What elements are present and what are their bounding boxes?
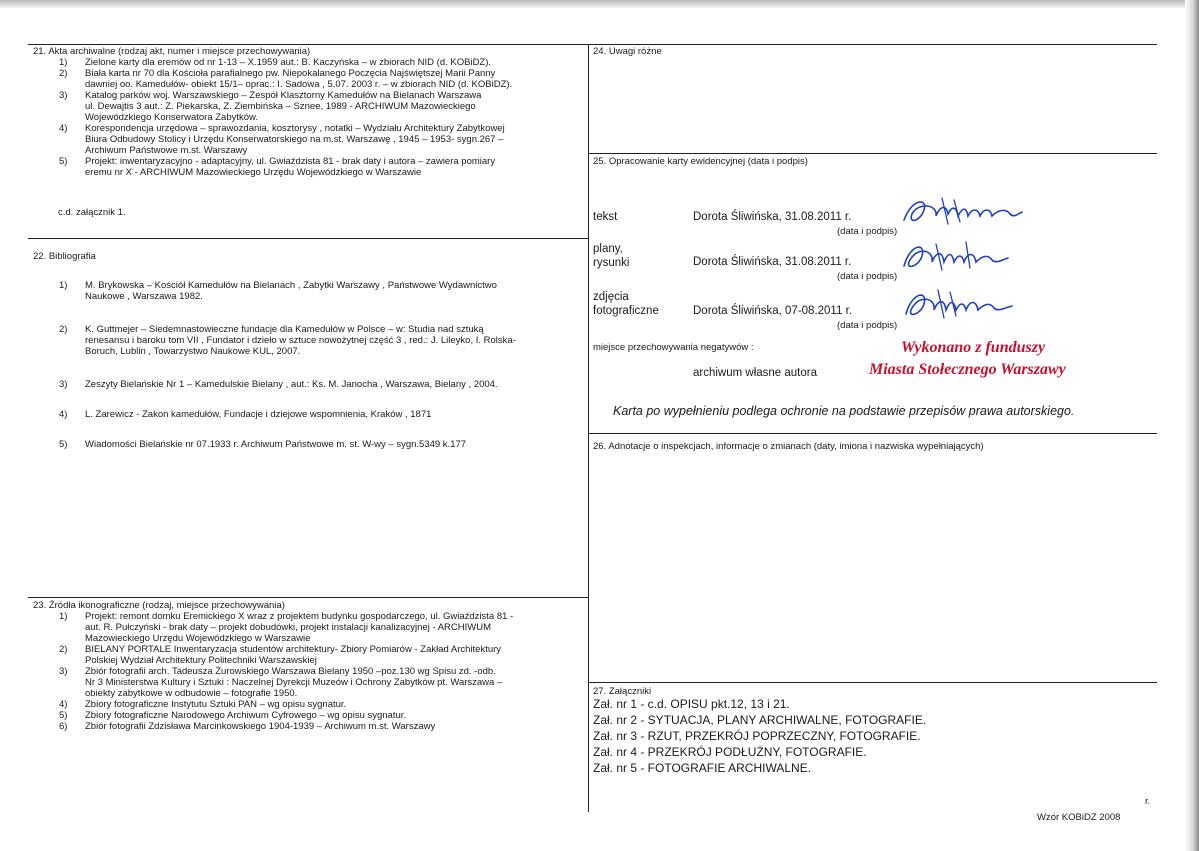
- rule-left-23: [28, 597, 588, 598]
- attachment-item: Zał. nr 1 - c.d. OPISU pkt.12, 13 i 21.: [593, 697, 790, 711]
- signature-1: [898, 194, 1028, 228]
- attachment-item: Zał. nr 3 - RZUT, PRZEKRÓJ POPRZECZNY, FOTOGRAFIE.: [593, 729, 921, 743]
- rule-left-22: [28, 238, 588, 239]
- attachment-item: Zał. nr 2 - SYTUACJA, PLANY ARCHIWALNE, FOTOGRAFIE.: [593, 713, 927, 727]
- rule-right-25: [588, 153, 1157, 154]
- list-item: 2) BIELANY PORTALE Inwentaryzacja studentów architektury- Zbiory Pomiarów - Zakład Architektury Polskiej Wydział Architektury Politechniki Warszawskiej: [59, 644, 502, 666]
- attachment-item: Zał. nr 4 - PRZEKRÓJ PODŁUŻNY, FOTOGRAFIE.: [593, 745, 867, 759]
- row-sub-text: (data i podpis): [837, 226, 898, 237]
- row-entry-plans: Dorota Śliwińska, 31.08.2011 r.: [693, 256, 852, 268]
- negatives-label: miejsce przechowywania negatywów :: [593, 342, 754, 353]
- list-item: 5) Projekt: inwentaryzacyjno - adaptacyjny, ul. Gwiaździsta 81 - brak daty i autora – zawiera pomiary eremu nr X - ARCHIWUM Mazowieckiego Urzędu Wojewódzkiego w Warszawie: [59, 156, 496, 178]
- attachment-item: Zał. nr 5 - FOTOGRAFIE ARCHIWALNE.: [593, 761, 812, 775]
- row-label-photos: zdjęcia fotograficzne: [593, 291, 659, 317]
- list-item: 4) Zbiory fotograficzne Instytutu Sztuki PAN – wg opisu sygnatur.: [59, 699, 347, 710]
- list-item: 6) Zbiór fotografii Zdzisława Marcinkowskiego 1904-1939 – Archiwum m.st. Warszawy: [59, 721, 436, 732]
- row-sub-photos: (data i podpis): [837, 320, 898, 331]
- rule-right-26: [588, 433, 1157, 434]
- list-item: 5) Wiadomości Bielańskie nr 07.1933 r. Archiwum Państwowe m. st. W-wy – sygn.5349 k.177: [59, 439, 467, 450]
- row-sub-plans: (data i podpis): [837, 271, 898, 282]
- rule-top: [28, 44, 1157, 45]
- list-item: 4) L. Zarewicz - Zakon kamedułów, Fundacje i dziejowe wspomnienia, Kraków , 1871: [59, 409, 432, 420]
- rule-center: [588, 44, 589, 812]
- section-26-header: 26. Adnotacje o inspekcjach, informacje o zmianach (daty, imiona i nazwiska wypełniających): [593, 441, 984, 452]
- section-21-header: 21. Akta archiwalne (rodzaj akt, numer i miejsce przechowywania): [33, 46, 311, 57]
- funding-stamp-line-2: Miasta Stołecznego Warszawy: [869, 361, 1066, 378]
- scan-shadow-top: [0, 0, 1199, 8]
- rule-right-27: [588, 682, 1157, 683]
- list-item: 2) K. Guttmejer – Siedemnastowieczne fundacje dla Kamedułów w Polsce – w: Studia nad sztuką renesansu i baroku tom VII , Fundator i dzieło w sztuce nowożytnej część 3 , red.: J. Lileyko, I. Rolska- Boruch, Lublin , Towarzystwo Naukowe KUL, 2007.: [59, 324, 516, 357]
- row-entry-photos: Dorota Śliwińska, 07-08.2011 r.: [693, 305, 852, 317]
- list-item: 1) M. Brykowska – Kościół Kamedułów na Bielanach , Zabytki Warszawy , Państwowe Wydawnictwo Naukowe , Warszawa 1982.: [59, 280, 497, 302]
- row-label-plans: plany, rysunki: [593, 243, 630, 269]
- list-item: 3) Katalog parków woj. Warszawskiego – Zespół Klasztorny Kamedułów na Bielanach Warszawa ul. Dewajtis 3 aut.: Z. Piekarska, Z. Ziembińska – Sznee, 1989 - ARCHIWUM Mazowieckiego Wojewódzkiego Konserwatora Zabytków.: [59, 90, 482, 123]
- list-item: 3) Zeszyty Bielańskie Nr 1 – Kamedulskie Bielany , aut.: Ks. M. Janocha , Warszawa, Bielany , 2004.: [59, 379, 498, 390]
- row-label-text: tekst: [593, 211, 618, 223]
- signature-3: [900, 286, 1020, 322]
- signature-2: [896, 238, 1016, 274]
- list-item: 1) Projekt: remont domku Eremickiego X wraz z projektem budynku gospodarczego, ul. Gwiaździsta 81 - aut. R. Pułczyński - brak daty – projekt dobudówki, projekt instalacji kanalizacyjnej - ARCHIWUM Mazowieckiego Urzędu Wojewódzkiego w Warszawie: [59, 611, 514, 644]
- form-template-label: Wzór KOBiDZ 2008: [1037, 812, 1121, 823]
- section-23-header: 23. Źródła ikonograficzne (rodzaj, miejsce przechowywania): [33, 600, 285, 611]
- section-24-header: 24. Uwagi różne: [593, 46, 662, 57]
- section-21-list: [33, 57, 585, 178]
- row-entry-text: Dorota Śliwińska, 31.08.2011 r.: [693, 211, 852, 223]
- list-item: 3) Zbiór fotografii arch. Tadeusza Żurowskiego Warszawa Bielany 1950 –poz.130 wg Spisu zd. -odb. Nr 3 Ministerstwa Kultury i Sztuki : Naczelnej Dyrekcji Muzeów i Ochrony Zabytków pt. Warszawa – obiekty zabytkowe w odbudowie – fotografie 1950.: [59, 666, 503, 699]
- list-item: 5) Zbiory fotograficzne Narodowego Archiwum Cyfrowego – wg opisu sygnatur.: [59, 710, 407, 721]
- section-25-header: 25. Opracowanie karty ewidencyjnej (data i podpis): [593, 156, 808, 167]
- section-21-tail: c.d. załącznik 1.: [58, 207, 126, 218]
- negatives-value: archiwum własne autora: [693, 367, 818, 379]
- list-item: 2) Biała karta nr 70 dla Kościoła parafialnego pw. Niepokalanego Poczęcia Najświętszej Marii Panny dawniej oo. Kamedułów- obiekt 15/1– oprac.: I. Sadowa , 5.07. 2003 r. – w zbiorach NID (d. KOBiDZ).: [59, 68, 513, 90]
- section-23-list: [33, 611, 585, 732]
- copyright-note: Karta po wypełnieniu podlega ochronie na podstawie przepisów prawa autorskiego.: [613, 404, 1075, 418]
- section-27-header: 27. Załączniki: [593, 686, 652, 697]
- scan-shadow-right: [1185, 0, 1199, 851]
- footer-mark: r.: [1145, 796, 1151, 807]
- list-item: 4) Korespondencja urzędowa – sprawozdania, kosztorysy , notatki – Wydziału Architektury Zabytkowej Biura Odbudowy Stolicy i Urzędu Konserwatorskiego na m.st. Warszawę , 1945 – 1953- sygn.267 – Archiwum Państwowe m.st. Warszawy: [59, 123, 505, 156]
- section-22-header: 22. Bibliografia: [33, 251, 96, 262]
- funding-stamp-line-1: Wykonano z funduszy: [901, 339, 1046, 356]
- list-item: 1) Zielone karty dla eremów od nr 1-13 – X.1959 aut.: B. Kaczyńska – w zbiorach NID (d. KOBiDZ).: [59, 57, 492, 68]
